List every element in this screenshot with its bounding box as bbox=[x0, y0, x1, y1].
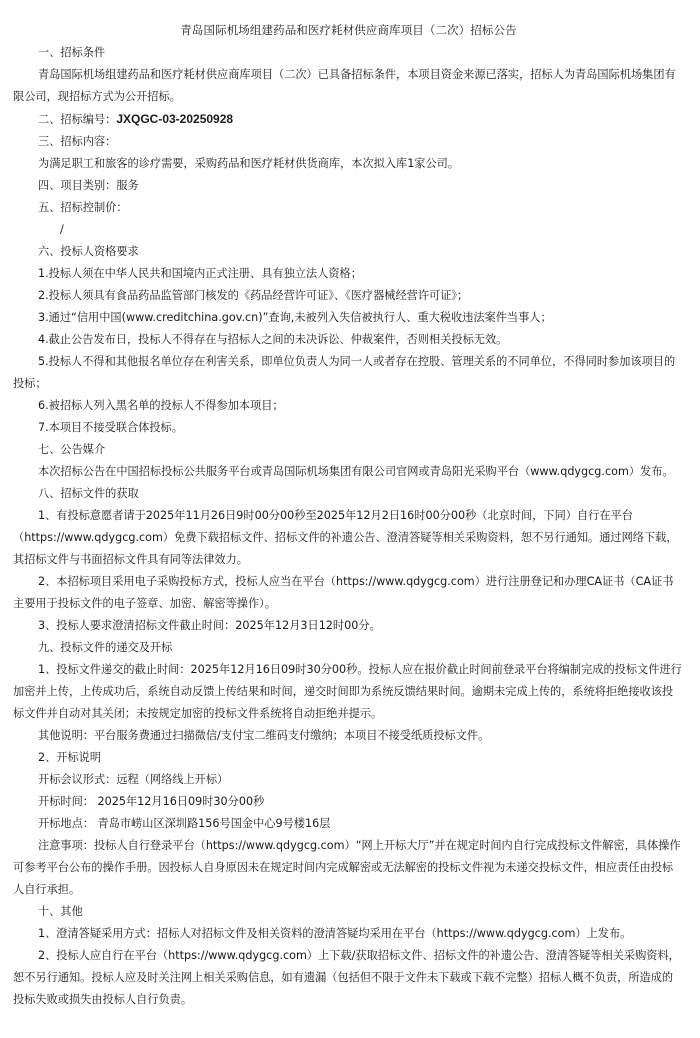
tender-code: JXQGC-03-20250928 bbox=[116, 112, 234, 126]
qualification-item: 3.通过“信用中国(www.creditchina.gov.cn)”查询,未被列入失信被执行人、重大税收违法案件当事人； bbox=[38, 311, 552, 324]
qualification-item: 1.投标人须在中华人民共和国境内正式注册、具有独立法人资格； bbox=[38, 267, 362, 280]
qualification-item: 7.本项目不接受联合体投标。 bbox=[38, 421, 183, 434]
section-8-para-3: 3、投标人要求澄清招标文件截止时间：2025年12月3日12时00分。 bbox=[38, 619, 381, 632]
section-9-other: 其他说明：平台服务费通过扫描微信/支付宝二维码支付缴纳；本项目不接受纸质投标文件。 bbox=[38, 729, 490, 742]
section-6-heading: 六、投标人资格要求 bbox=[38, 245, 139, 258]
section-8-para-2: 2、本招标项目采用电子采购投标方式，投标人应当在平台（https://www.qdygcg.com）进行注册登记和办理CA证书（CA证书主要用于投标文件的电子签章、加密、解密等操作）。 bbox=[13, 575, 674, 610]
opening-note: 注意事项：投标人自行登录平台（https://www.qdygcg.com）“网上开标大厅”并在规定时间内自行完成投标文件解密，具体操作可参考平台公布的操作手册。因投标人自身原因未在规定时间内完成解密或无法解密的投标文件视为未递交投标文件，相应责任由投标人自行承担。 bbox=[13, 839, 681, 896]
opening-time: 开标时间： 2025年12月16日09时30分00秒 bbox=[38, 795, 265, 808]
section-2-label: 二、招标编号： bbox=[38, 113, 117, 126]
page-title: 青岛国际机场组建药品和医疗耗材供应商库项目（二次）招标公告 bbox=[180, 23, 517, 37]
section-1-heading: 一、招标条件 bbox=[38, 46, 106, 59]
section-8-heading: 八、招标文件的获取 bbox=[38, 487, 139, 500]
section-7-heading: 七、公告媒介 bbox=[38, 443, 106, 456]
section-3-text: 为满足职工和旅客的诊疗需要，采购药品和医疗耗材供货商库，本次拟入库1家公司。 bbox=[38, 157, 460, 170]
section-9-para-1: 1、投标文件递交的截止时间：2025年12月16日09时30分00秒。投标人应在报价截止时间前登录平台将编制完成的投标文件进行加密并上传，上传成功后，系统自动反馈上传结果和时间，递交时间即为系统反馈结果时间。逾期未完成上传的，系统将拒绝接收该投标文件并自动对其关闭；未按规定加密的投标文件系统将自动拒绝并提示。 bbox=[13, 663, 682, 720]
section-7-text: 本次招标公告在中国招标投标公共服务平台或青岛国际机场集团有限公司官网或青岛阳光采购平台（www.qdygcg.com）发布。 bbox=[38, 465, 674, 478]
control-price-value: / bbox=[60, 223, 64, 236]
section-9-sub-heading: 2、开标说明 bbox=[38, 751, 102, 764]
section-3-heading: 三、招标内容： bbox=[38, 135, 117, 148]
section-8-para-1: 1、有投标意愿者请于2025年11月26日9时00分00秒至2025年12月2日16时00分00秒（北京时间，下同）自行在平台（https://www.qdygcg.com）免费下载招标文件、招标文件的补遗公告、澄清答疑等相关采购资料，恕不另行通知。通过网络下载，其招标文件与书面招标文件具有同等法律效力。 bbox=[13, 509, 678, 566]
section-9-heading: 九、投标文件的递交及开标 bbox=[38, 641, 173, 654]
qualification-item: 5.投标人不得和其他报名单位存在利害关系，即单位负责人为同一人或者存在控股、管理关系的不同单位，不得同时参加该项目的投标； bbox=[13, 355, 676, 390]
qualification-item: 4.截止公告发布日，投标人不得存在与招标人之间的未决诉讼、仲裁案件，否则相关投标无效。 bbox=[38, 333, 508, 346]
qualification-item: 2.投标人须具有食品药品监管部门核发的《药品经营许可证》、《医疗器械经营许可证》； bbox=[38, 289, 469, 302]
section-10-para-2: 2、投标人应自行在平台（https://www.qdygcg.com）上下载/获取招标文件、招标文件的补遗公告、澄清答疑等相关采购资料，恕不另行通知。投标人应及时关注网上相关采购信息，如有遗漏（包括但不限于文件未下载或下载不完整）招标人概不负责，所造成的投标失败或损失由投标人自行负责。 bbox=[13, 949, 680, 1006]
section-10-para-1: 1、澄清答疑采用方式：招标人对招标文件及相关资料的澄清答疑均采用在平台（https://www.qdygcg.com）上发布。 bbox=[38, 927, 632, 940]
section-5-heading: 五、招标控制价： bbox=[38, 201, 128, 214]
opening-place: 开标地点： 青岛市崂山区深圳路156号国金中心9号楼16层 bbox=[38, 817, 331, 830]
section-4-heading: 四、项目类别：服务 bbox=[38, 179, 139, 192]
qualification-item: 6.被招标人列入黑名单的投标人不得参加本项目； bbox=[38, 399, 284, 412]
section-1-text: 青岛国际机场组建药品和医疗耗材供应商库项目（二次）已具备招标条件，本项目资金来源已落实，招标人为青岛国际机场集团有限公司，现招标方式为公开招标。 bbox=[13, 68, 676, 103]
section-10-heading: 十、其他 bbox=[38, 905, 83, 918]
section-2-heading bbox=[13, 108, 684, 131]
opening-mode: 开标会议形式：远程（网络线上开标） bbox=[38, 773, 229, 786]
